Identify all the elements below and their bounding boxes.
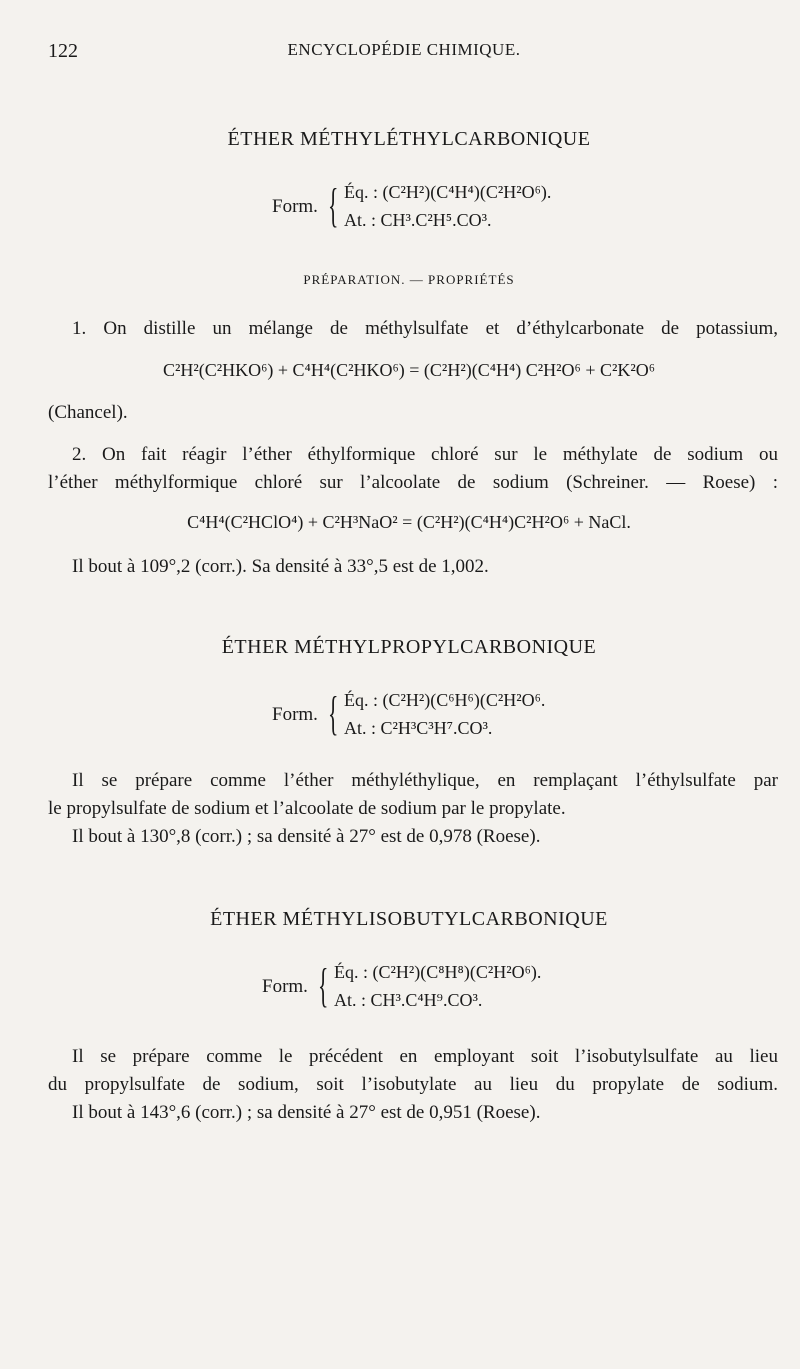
formula-atomic: At. : CH³.C²H⁵.CO³. xyxy=(344,210,492,230)
section-title-methylethyl: ÉTHER MÉTHYLÉTHYLCARBONIQUE xyxy=(227,128,591,150)
citation-chancel: (Chancel). xyxy=(48,402,128,423)
formula-atomic: At. : C²H³C³H⁷.CO³. xyxy=(344,718,493,738)
form-label: Form. xyxy=(272,704,318,725)
formula-equivalents: Éq. : (C²H²)(C⁴H⁴)(C²H²O⁶). xyxy=(344,182,552,202)
brace-icon: { xyxy=(328,179,339,232)
form-label: Form. xyxy=(272,196,318,217)
formula-atomic: At. : CH³.C⁴H⁹.CO³. xyxy=(334,990,483,1010)
formula-equivalents: Éq. : (C²H²)(C⁸H⁸)(C²H²O⁶). xyxy=(334,962,542,982)
formula-block-methylpropyl xyxy=(0,686,800,744)
section-title-methylisobutyl: ÉTHER MÉTHYLISOBUTYLCARBONIQUE xyxy=(210,908,608,930)
brace-icon: { xyxy=(318,959,329,1012)
paragraph-2-line-1: 2. On fait réagir l’éther éthylformique chloré sur le méthylate de sodium ou xyxy=(72,444,778,465)
paragraph-3: Il bout à 109°,2 (corr.). Sa densité à 33°,5 est de 1,002. xyxy=(72,556,489,577)
preparation-heading: PRÉPARATION. — PROPRIÉTÉS xyxy=(303,272,515,287)
form-label: Form. xyxy=(262,976,308,997)
paragraph-1: 1. On distille un mélange de méthylsulfate et d’éthylcarbonate de potassium, xyxy=(72,318,778,339)
running-title: ENCYCLOPÉDIE CHIMIQUE. xyxy=(287,40,521,59)
paragraph-2-line-2: l’éther méthylformique chloré sur l’alcoolate de sodium (Schreiner. — Roese) : xyxy=(48,472,778,493)
paragraph-4-line-1: Il se prépare comme l’éther méthyléthylique, en remplaçant l’éthylsulfate par xyxy=(72,770,778,791)
paragraph-5: Il bout à 130°,8 (corr.) ; sa densité à 27° est de 0,978 (Roese). xyxy=(72,826,541,847)
equation-2: C⁴H⁴(C²HClO⁴) + C²H³NaO² = (C²H²)(C⁴H⁴)C²H²O⁶ + NaCl. xyxy=(187,512,631,532)
page-number: 122 xyxy=(48,40,78,62)
section-title-methylpropyl: ÉTHER MÉTHYLPROPYLCARBONIQUE xyxy=(221,636,597,658)
paragraph-4-line-2: le propylsulfate de sodium et l’alcoolate de sodium par le propylate. xyxy=(48,798,566,819)
formula-block-methylethyl xyxy=(0,178,800,236)
paragraph-6-line-1: Il se prépare comme le précédent en employant soit l’isobutylsulfate au lieu xyxy=(72,1046,778,1067)
paragraph-6-line-2: du propylsulfate de sodium, soit l’isobutylate au lieu du propylate de sodium. xyxy=(48,1074,778,1095)
equation-1: C²H²(C²HKO⁶) + C⁴H⁴(C²HKO⁶) = (C²H²)(C⁴H⁴) C²H²O⁶ + C²K²O⁶ xyxy=(162,360,656,380)
paragraph-7: Il bout à 143°,6 (corr.) ; sa densité à 27° est de 0,951 (Roese). xyxy=(72,1102,541,1123)
formula-equivalents: Éq. : (C²H²)(C⁶H⁶)(C²H²O⁶. xyxy=(344,690,546,710)
brace-icon: { xyxy=(328,687,339,740)
formula-block-methylisobutyl xyxy=(0,958,800,1016)
page-header xyxy=(48,40,760,66)
